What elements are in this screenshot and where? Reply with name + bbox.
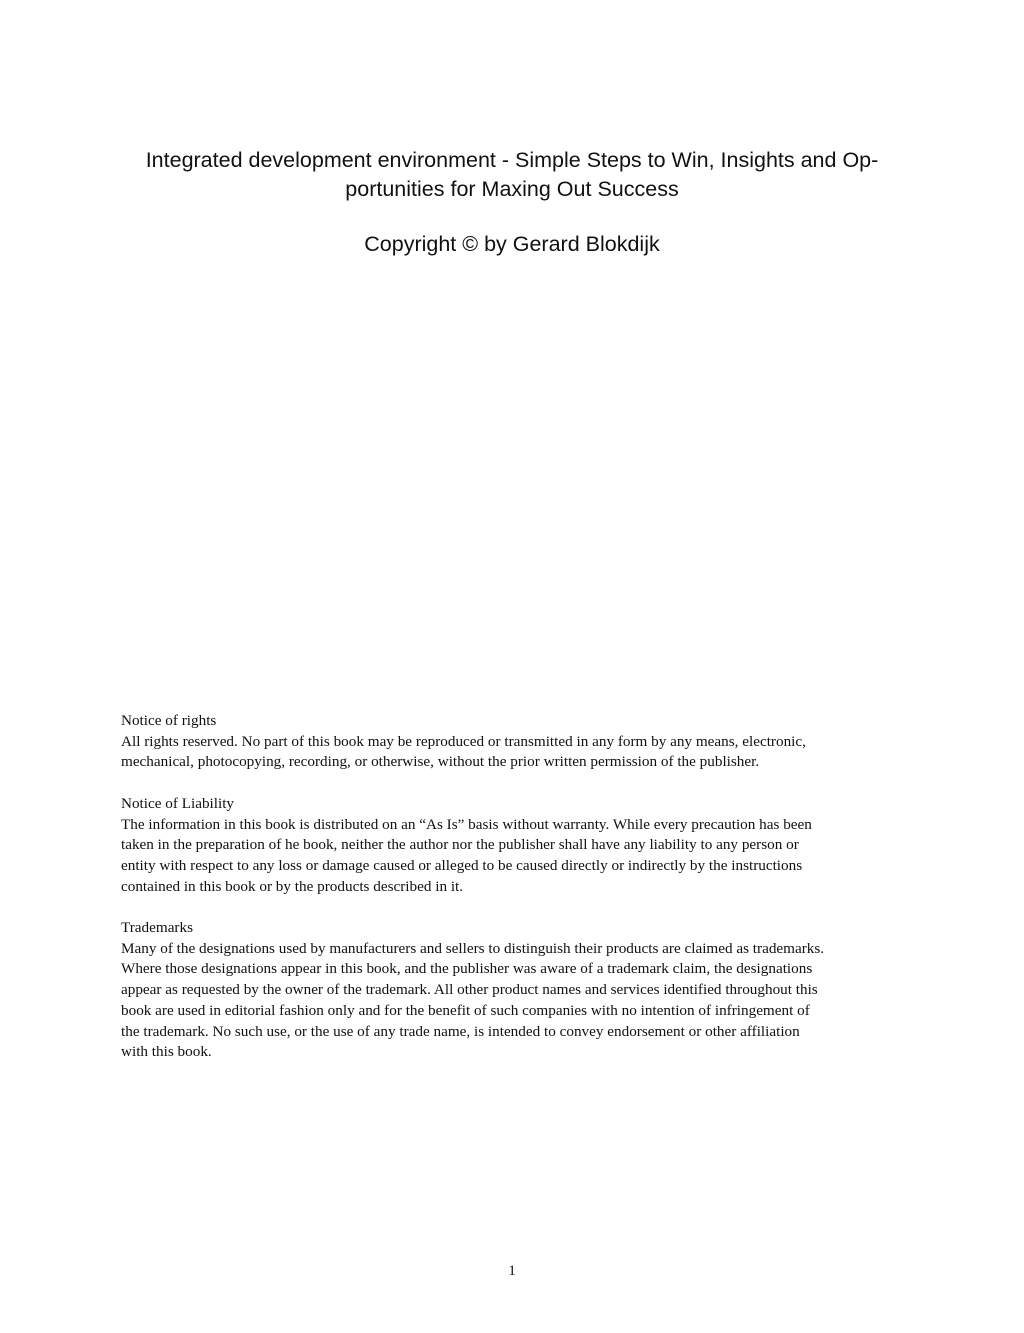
trademarks-line-4: book are used in editorial fashion only and for the benefit of such companies with no intention of infringement of — [121, 1001, 810, 1019]
book-title — [100, 146, 924, 204]
book-title-line-2: portunities for Maxing Out Success — [345, 177, 679, 201]
notice-of-rights-line-1: All rights reserved. No part of this book may be reproduced or transmitted in any form by any means, electronic, — [121, 732, 806, 750]
notice-of-liability-line-4: contained in this book or by the products described in it. — [121, 877, 464, 895]
notice-of-rights-section — [121, 711, 921, 773]
notice-of-liability-heading: Notice of Liability — [121, 794, 235, 812]
trademarks-line-5: the trademark. No such use, or the use of any trade name, is intended to convey endorsement or other affiliation — [121, 1022, 800, 1040]
trademarks-heading: Trademarks — [121, 919, 193, 936]
book-title-line-1: Integrated development environment - Simple Steps to Win, Insights and Op- — [145, 148, 879, 172]
notice-of-liability-section — [121, 794, 921, 898]
trademarks-section — [121, 918, 921, 1063]
legal-notices — [121, 711, 921, 1084]
trademarks-line-1: Many of the designations used by manufacturers and sellers to distinguish their products are claimed as trademarks. — [121, 939, 825, 957]
copyright-line: Copyright © by Gerard Blokdijk — [364, 232, 660, 256]
notice-of-liability-line-1: The information in this book is distributed on an “As Is” basis without warranty. While every precaution has been — [121, 815, 812, 833]
notice-of-rights-heading: Notice of rights — [121, 712, 217, 729]
notice-of-liability-line-3: entity with respect to any loss or damage caused or alleged to be caused directly or indirectly by the instructions — [121, 856, 803, 874]
notice-of-liability-line-2: taken in the preparation of he book, neither the author nor the publisher shall have any liability to any person or — [121, 836, 799, 854]
trademarks-line-6: with this book. — [121, 1043, 212, 1061]
page-number: 1 — [508, 1262, 516, 1279]
trademarks-line-2: Where those designations appear in this book, and the publisher was aware of a trademark claim, the designations — [121, 960, 813, 978]
notice-of-rights-line-2: mechanical, photocopying, recording, or otherwise, without the prior written permission of the publisher. — [121, 753, 760, 771]
trademarks-line-3: appear as requested by the owner of the trademark. All other product names and services identified throughout this — [121, 981, 818, 999]
